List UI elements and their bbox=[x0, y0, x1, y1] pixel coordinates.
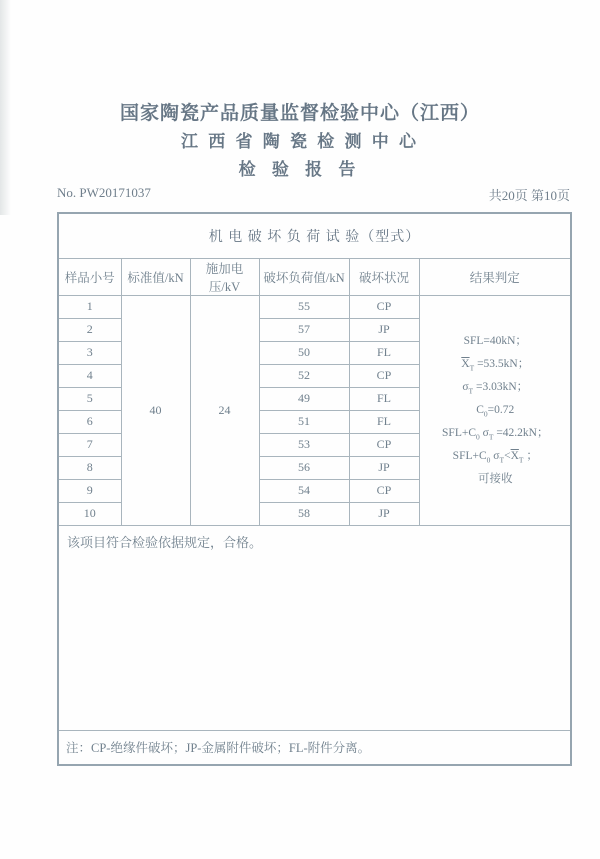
result-judgement-cell bbox=[419, 295, 571, 525]
result-line-comparison bbox=[424, 445, 568, 468]
standard-value-cell: 40 bbox=[121, 295, 190, 525]
failure-load: 51 bbox=[259, 410, 349, 433]
conclusion-text: 该项目符合检验依据规定，合格。 bbox=[58, 525, 571, 730]
column-header-failure-mode: 破坏状况 bbox=[349, 258, 419, 295]
formula-part: σ bbox=[479, 426, 489, 439]
sample-id: 5 bbox=[58, 387, 121, 410]
sample-id: 8 bbox=[58, 456, 121, 479]
formula-part: =53.5kN； bbox=[474, 357, 530, 370]
formula-part: C bbox=[476, 403, 484, 416]
page-indicator: 共20页 第10页 bbox=[488, 188, 570, 203]
formula-subscript: T bbox=[468, 385, 474, 395]
failure-load: 54 bbox=[259, 479, 349, 502]
formula-part: 可接收 bbox=[478, 472, 513, 485]
applied-voltage-cell: 24 bbox=[190, 295, 259, 525]
failure-mode: FL bbox=[349, 387, 419, 410]
result-line-c0 bbox=[424, 399, 568, 422]
result-line-sigma bbox=[424, 376, 568, 399]
formula-subscript: T bbox=[469, 362, 475, 372]
formula-subscript: 0 bbox=[483, 408, 488, 418]
sample-id: 4 bbox=[58, 364, 121, 387]
formula-subscript: 0 bbox=[486, 454, 491, 464]
formula-subscript: T bbox=[499, 454, 505, 464]
failure-mode: FL bbox=[349, 410, 419, 433]
formula-part: σ bbox=[490, 449, 500, 462]
result-line-mean bbox=[424, 353, 568, 376]
failure-load: 53 bbox=[259, 433, 349, 456]
table-header-row bbox=[58, 258, 571, 295]
formula-subscript: T bbox=[488, 431, 494, 441]
failure-mode: JP bbox=[349, 456, 419, 479]
failure-mode: CP bbox=[349, 364, 419, 387]
failure-load: 50 bbox=[259, 341, 349, 364]
table-row bbox=[58, 295, 571, 318]
report-title: 检 验 报 告 bbox=[238, 160, 362, 179]
result-line-acceptance bbox=[424, 468, 568, 491]
sample-id: 6 bbox=[58, 410, 121, 433]
summary-row bbox=[58, 525, 571, 730]
formula-part: $\overline{X}$ bbox=[510, 449, 519, 462]
sample-id: 1 bbox=[58, 295, 121, 318]
note-row bbox=[58, 730, 571, 765]
formula-part: =0.72 bbox=[487, 403, 515, 416]
formula-part: ； bbox=[523, 449, 538, 462]
result-line-sum bbox=[424, 422, 568, 445]
formula-subscript: T bbox=[518, 454, 524, 464]
failure-load: 56 bbox=[259, 456, 349, 479]
column-header-sample-id: 样品小号 bbox=[58, 258, 121, 295]
column-header-result-judgement: 结果判定 bbox=[419, 258, 571, 295]
table-title-row bbox=[58, 213, 571, 258]
formula-part: SFL+C bbox=[442, 426, 477, 439]
test-results-table bbox=[57, 212, 572, 766]
report-number: No. PW20171037 bbox=[57, 185, 151, 200]
failure-mode: JP bbox=[349, 502, 419, 525]
failure-mode: CP bbox=[349, 479, 419, 502]
formula-subscript: 0 bbox=[476, 431, 480, 441]
failure-mode: CP bbox=[349, 433, 419, 456]
column-header-failure-load: 破坏负荷值/kN bbox=[259, 258, 349, 295]
failure-mode: CP bbox=[349, 295, 419, 318]
formula-part: =3.03kN； bbox=[473, 380, 529, 393]
formula-part: σ bbox=[462, 380, 469, 393]
formula-part: SFL+C bbox=[452, 449, 487, 462]
table-title: 机 电 破 坏 负 荷 试 验（型式） bbox=[58, 213, 571, 258]
formula-part: < bbox=[504, 449, 511, 462]
failure-load: 55 bbox=[259, 295, 349, 318]
failure-load: 52 bbox=[259, 364, 349, 387]
formula-part: SFL=40kN； bbox=[463, 334, 527, 347]
footnote-text: 注：CP-绝缘件破坏；JP-金属附件破坏；FL-附件分离。 bbox=[58, 730, 571, 765]
sample-id: 9 bbox=[58, 479, 121, 502]
formula-part: $\overline{X}$ bbox=[461, 357, 470, 370]
sample-id: 2 bbox=[58, 318, 121, 341]
result-line-sfl bbox=[424, 330, 568, 353]
org-title: 国家陶瓷产品质量监督检验中心（江西） bbox=[119, 103, 480, 124]
failure-load: 49 bbox=[259, 387, 349, 410]
failure-load: 57 bbox=[259, 318, 349, 341]
column-header-standard-value: 标准值/kN bbox=[121, 258, 190, 295]
failure-load: 58 bbox=[259, 502, 349, 525]
formula-part: =42.2kN； bbox=[493, 426, 549, 439]
sample-id: 3 bbox=[58, 341, 121, 364]
sample-id: 10 bbox=[58, 502, 121, 525]
failure-mode: JP bbox=[349, 318, 419, 341]
sample-id: 7 bbox=[58, 433, 121, 456]
center-title: 江 西 省 陶 瓷 检 测 中 心 bbox=[181, 132, 419, 151]
failure-mode: FL bbox=[349, 341, 419, 364]
column-header-applied-voltage: 施加电压/kV bbox=[190, 258, 259, 295]
